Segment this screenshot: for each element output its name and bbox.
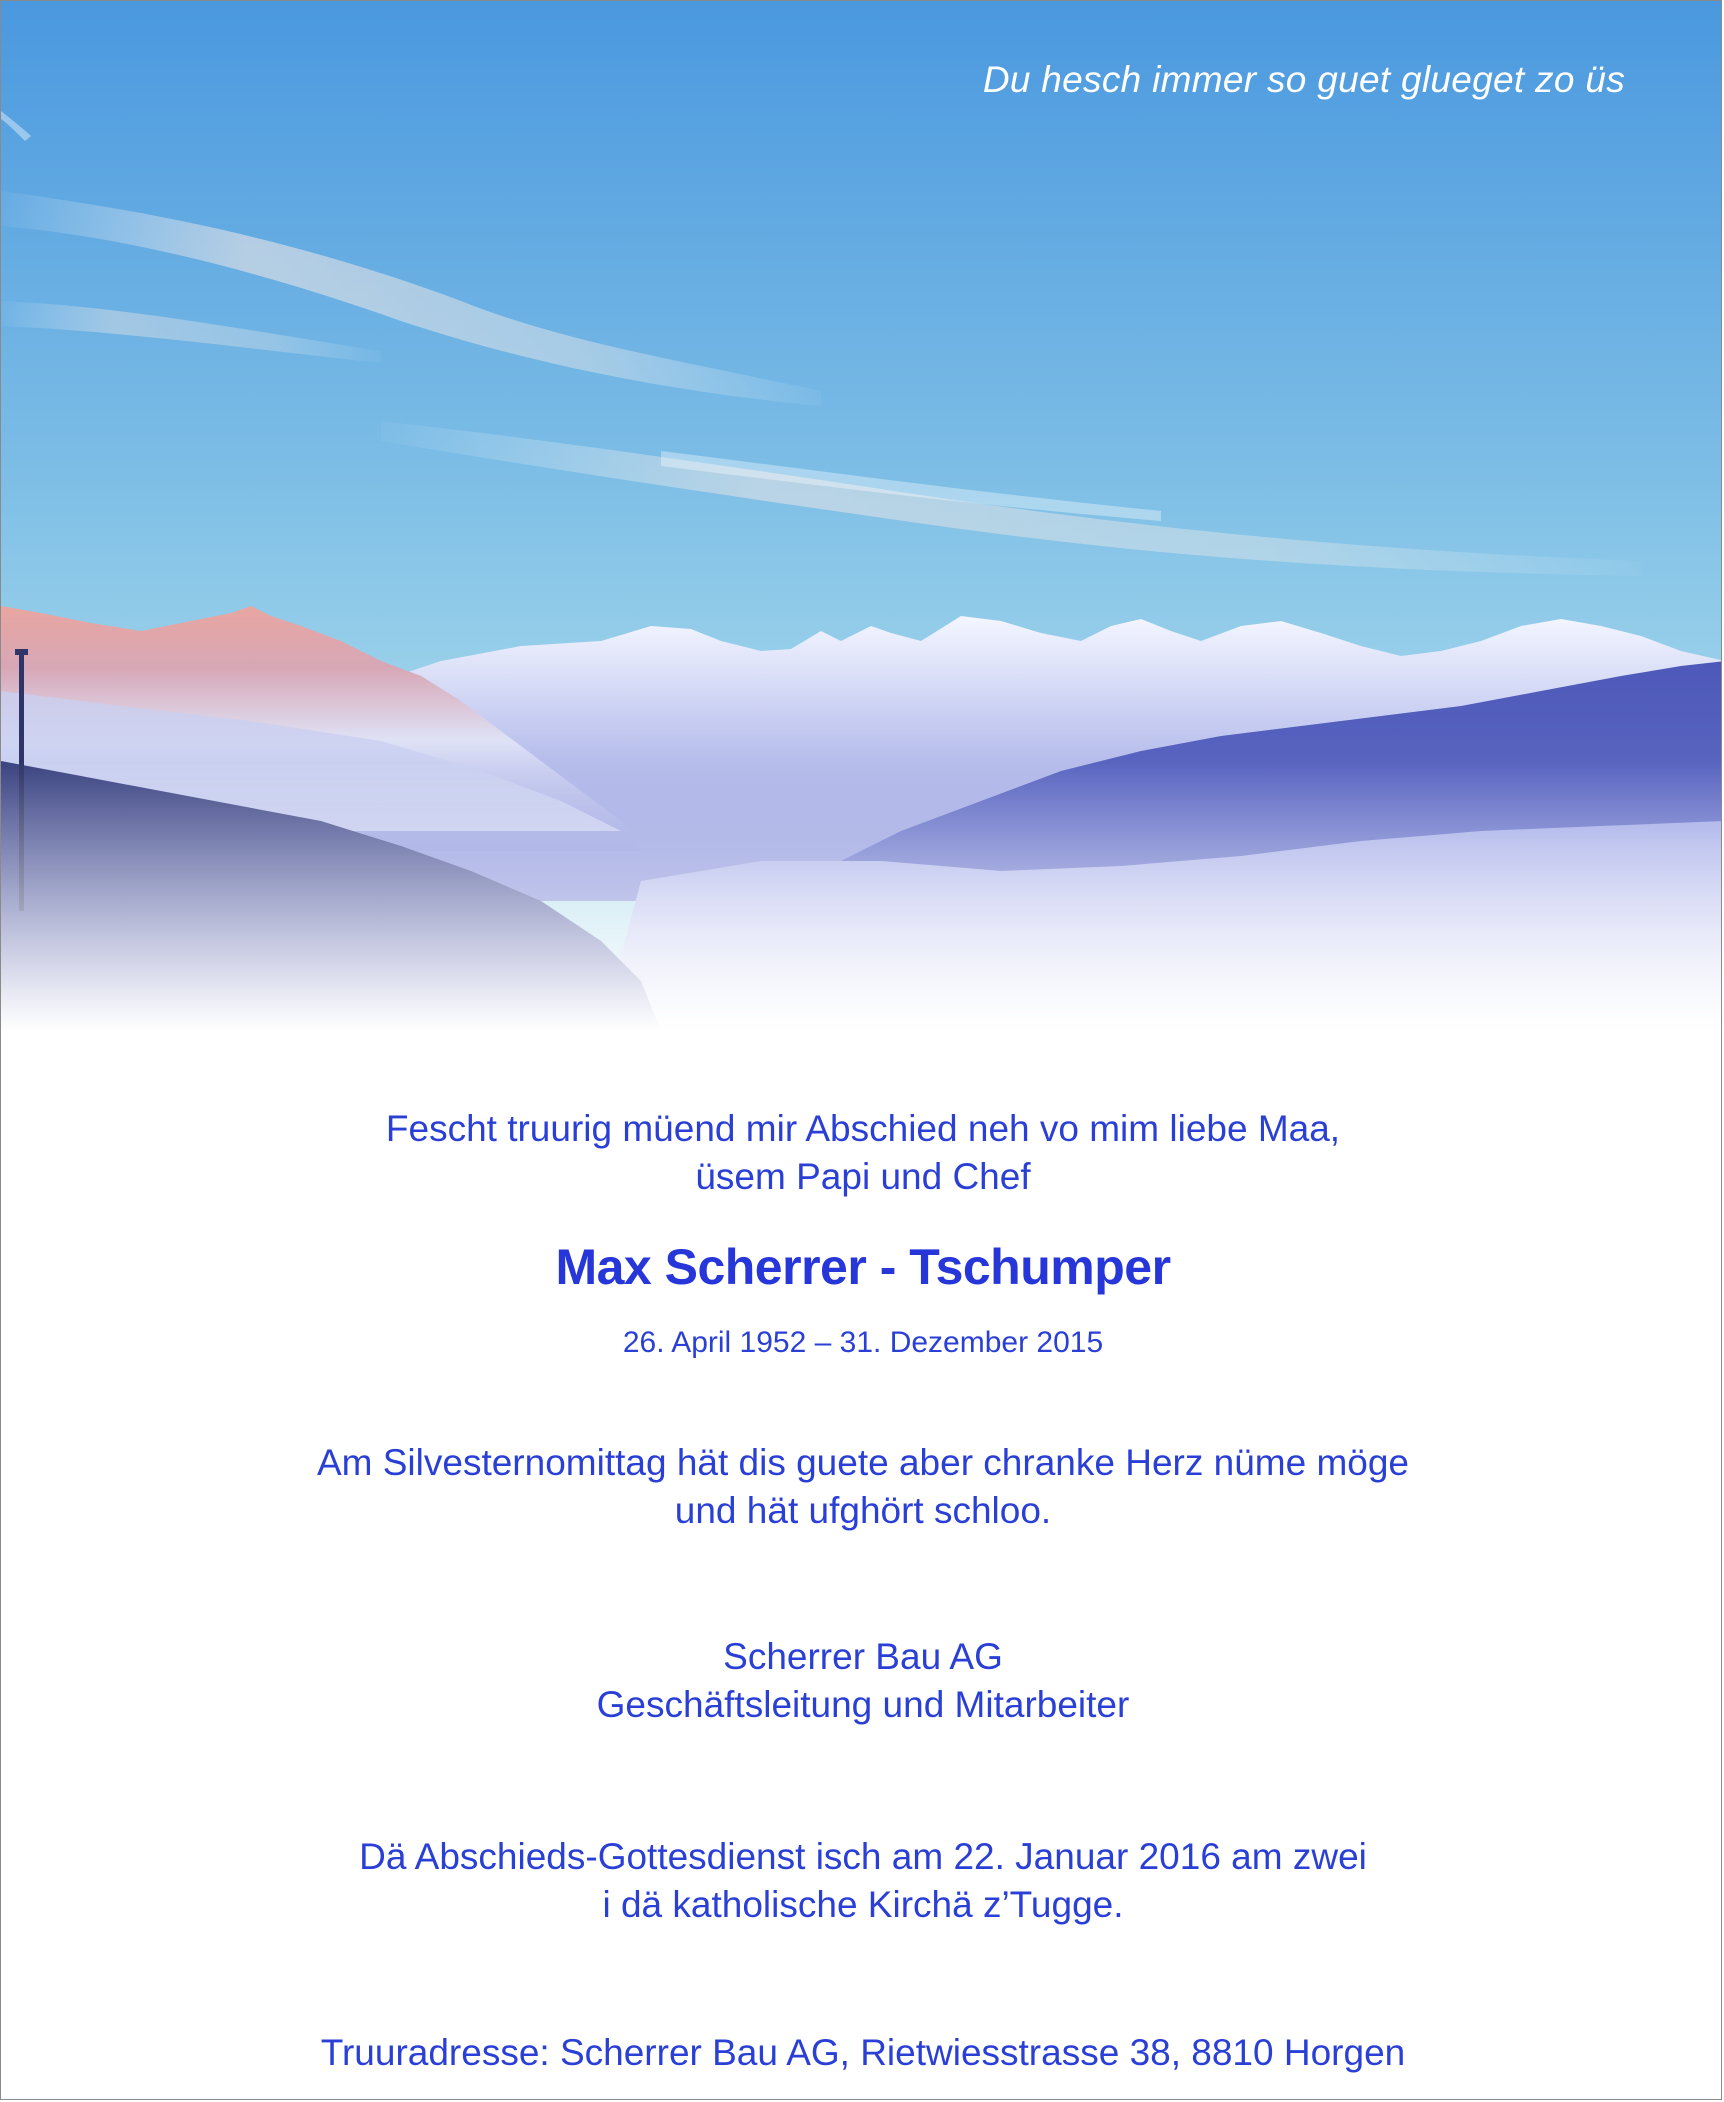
- message-line-2: und hät ufghört schloo.: [674, 1490, 1052, 1531]
- service-line-2: i dä katholische Kirchä z’Tugge.: [602, 1884, 1124, 1925]
- life-dates: 26. April 1952 – 31. Dezember 2015: [622, 1326, 1104, 1359]
- mountain-landscape-photo: [1, 1, 1722, 1031]
- intro-line-1: Fescht truurig müend mir Abschied neh vo mim liebe Maa,: [385, 1108, 1341, 1149]
- company-staff: Geschäftsleitung und Mitarbeiter: [596, 1684, 1130, 1725]
- company-name: Scherrer Bau AG: [723, 1636, 1003, 1677]
- landscape-illustration: [1, 1, 1722, 1031]
- message-line-1: Am Silvesternomittag hät dis guete aber chranke Herz nüme möge: [316, 1442, 1410, 1483]
- deceased-name: Max Scherrer - Tschumper: [555, 1239, 1171, 1295]
- mourning-address: Truuradresse: Scherrer Bau AG, Rietwiesstrasse 38, 8810 Horgen: [320, 2032, 1406, 2073]
- motto-text: Du hesch immer so guet glueget zo üs: [982, 59, 1625, 100]
- message-text: [1, 1439, 1722, 1535]
- service-info: [1, 1833, 1722, 1929]
- service-line-1: Dä Abschieds-Gottesdienst isch am 22. Januar 2016 am zwei: [359, 1836, 1367, 1877]
- intro-line-2: üsem Papi und Chef: [695, 1156, 1031, 1197]
- intro-text: [1, 1105, 1722, 1201]
- fade-overlay: [1, 761, 1722, 1031]
- company-signature: [1, 1633, 1722, 1729]
